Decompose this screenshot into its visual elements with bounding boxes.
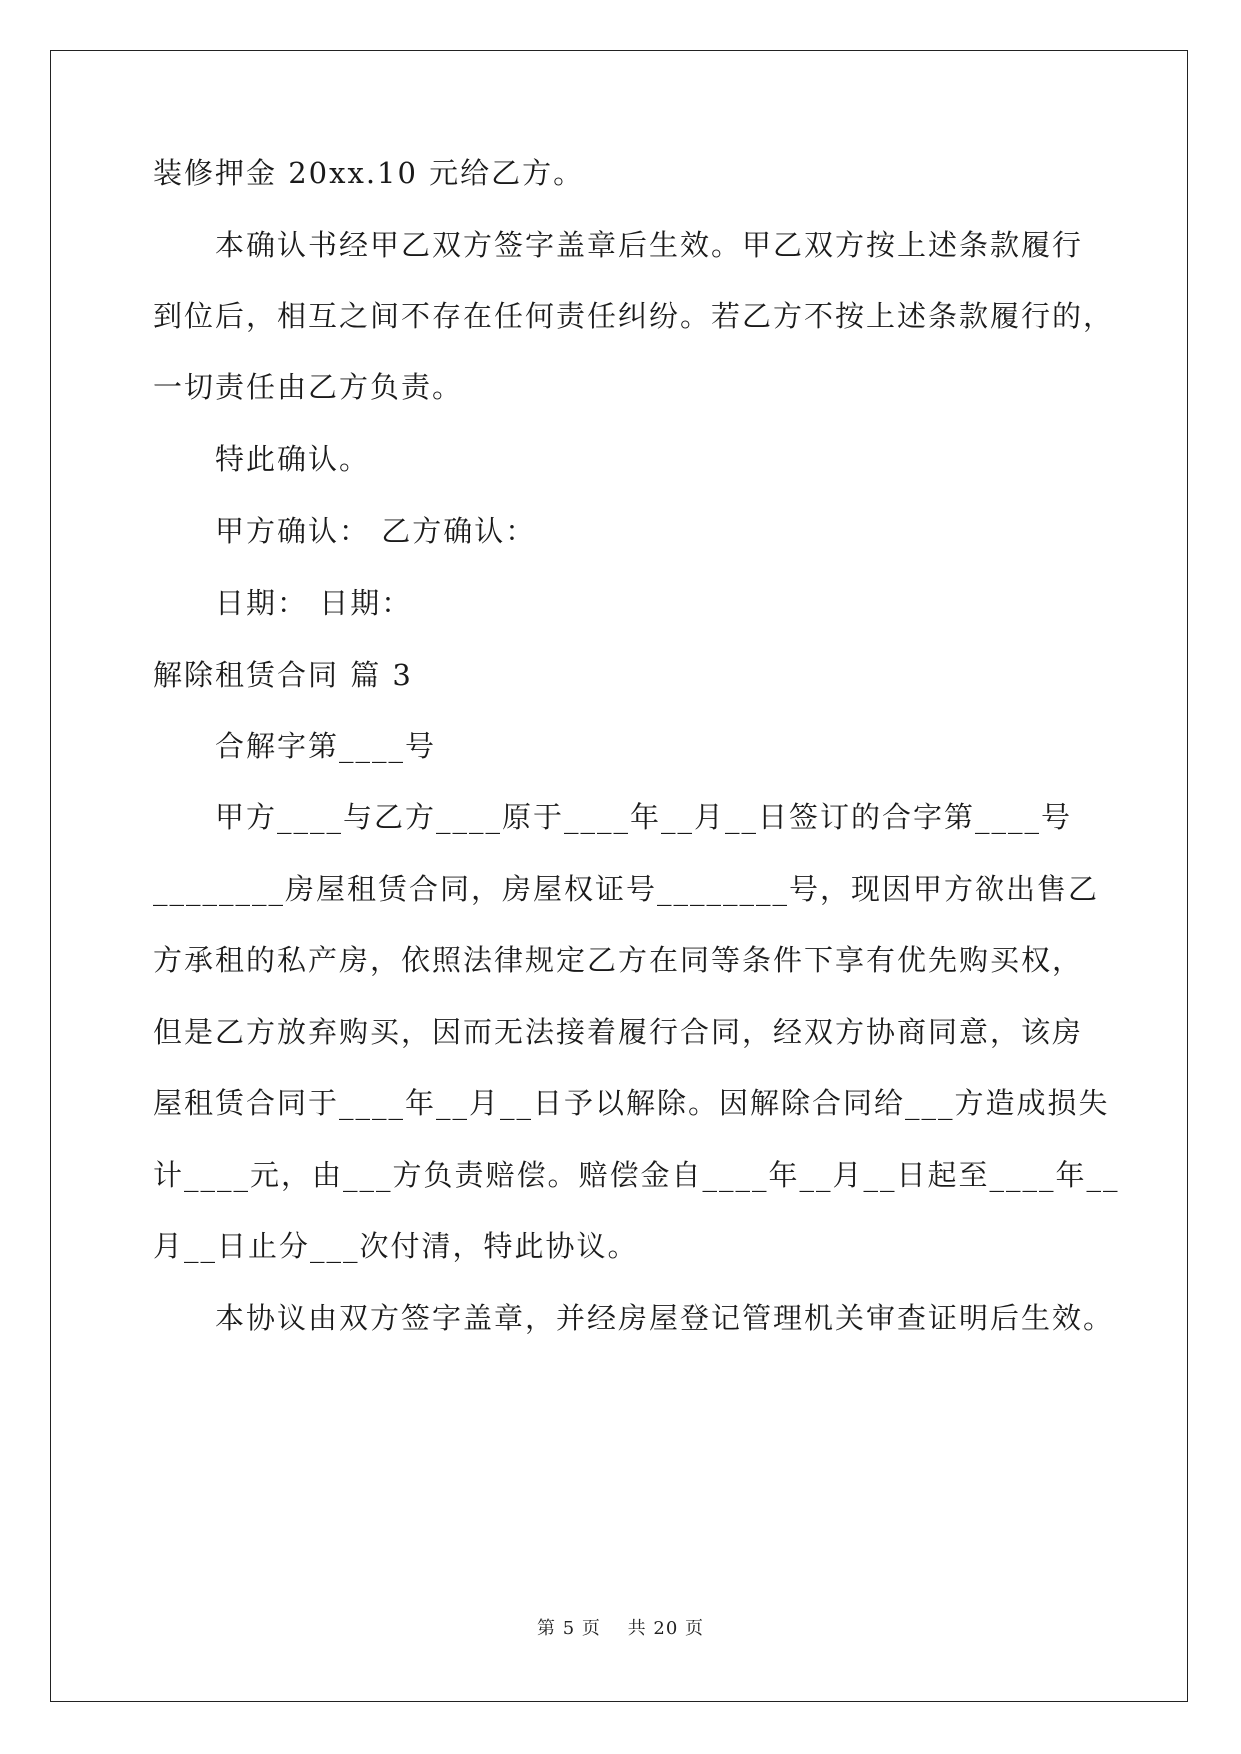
paragraph-line: 方承租的私产房，依照法律规定乙方在同等条件下享有优先购买权， <box>153 943 1084 977</box>
date-line: 日期： 日期： <box>215 586 413 620</box>
paragraph-line: 装修押金 20xx.10 元给乙方。 <box>153 156 585 190</box>
paragraph-line: 特此确认。 <box>215 442 371 476</box>
paragraph-line: ________房屋租赁合同，房屋权证号________号，现因甲方欲出售乙 <box>153 872 1100 906</box>
page-footer <box>0 1617 1241 1641</box>
page-number: 第 5 页 <box>537 1618 601 1639</box>
signature-line: 甲方确认： 乙方确认： <box>215 514 537 548</box>
paragraph-line: 本确认书经甲乙双方签字盖章后生效。甲乙双方按上述条款履行 <box>215 228 1084 262</box>
document-number-line: 合解字第____号 <box>215 729 437 763</box>
paragraph-line: 屋租赁合同于____年__月__日予以解除。因解除合同给___方造成损失 <box>153 1086 1110 1120</box>
page-total: 共 20 页 <box>627 1618 704 1639</box>
paragraph-line: 甲方____与乙方____原于____年__月__日签订的合字第____号 <box>215 800 1073 834</box>
paragraph-line: 一切责任由乙方负责。 <box>153 370 464 404</box>
paragraph-line: 但是乙方放弃购买，因而无法接着履行合同，经双方协商同意，该房 <box>153 1015 1084 1049</box>
paragraph-line: 到位后，相互之间不存在任何责任纠纷。若乙方不按上述条款履行的， <box>153 299 1115 333</box>
section-heading: 解除租赁合同 篇 3 <box>153 658 413 692</box>
paragraph-line: 计____元，由___方负责赔偿。赔偿金自____年__月__日起至____年__ <box>153 1158 1120 1192</box>
paragraph-line: 月__日止分___次付清，特此协议。 <box>153 1229 639 1263</box>
paragraph-line: 本协议由双方签字盖章，并经房屋登记管理机关审查证明后生效。 <box>215 1301 1115 1335</box>
